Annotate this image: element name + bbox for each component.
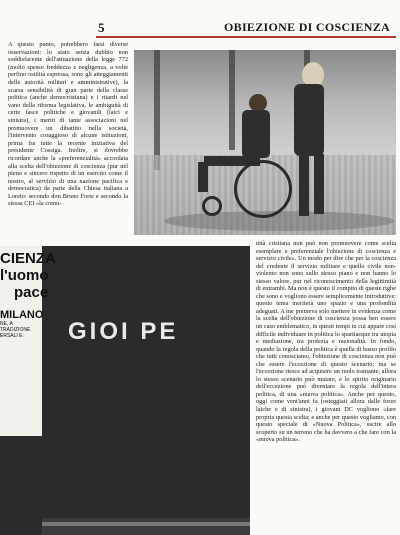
photo-wheelchair	[134, 50, 396, 235]
exhibition-banner: GIOI PE	[68, 318, 179, 345]
wheelchair-wheel	[234, 160, 292, 218]
page-header	[0, 0, 400, 38]
photo-exhibition	[0, 246, 250, 535]
poster-city: MILANO	[0, 309, 44, 321]
section-title: OBIEZIONE DI COSCIENZA	[224, 20, 390, 34]
article-column-right: nità cristiana non può non promuovere come scelta esemplare e preferenziale l'obiezione di coscienza e servizio civile». Un modo per dire che per la coscienza del credente il servizio militare e quello civile non-violento non sono sullo stesso piano e non hanno lo stesso valore, pur nel riconoscimento della legittimità di entrambi. Ma non è questo il compito di queste righe che sono e vogliono essere semplicemente introduttive: questo tema meriterà uno spazio e una profondità adeguati. A me premeva solo mettere in evidenza come la scelta dell'obiezione di coscienza possa ben essere un caso emblematico, in questi tempi in cui appare così difficile individuare in politica lo spartiacque tra utopia e mediazione, tra profezia e razionalità. In fondo, quando la regola della politica è quella di basso profilo che tutti conosciamo, l'obiezione di coscienza non può che essere l'eccezione di questo scenario; ma se l'eccezione riesce ad acquisire un ruolo trainante, allora lo stesso scenario può mutare, e lo spirito originario dell'eccezione può diventare la regola dell'intera politica, di una «nuova politica». Anche per questo, oggi come vent'anni fa (osteggiati allora dalle forze laiche e di sinistra), i giovani DC vogliono «fare propria questa scelta; e anche per questo vogliamo, con questo speciale di «Nuova Politica», uscire allo scoperto su un terreno che ha davvero a che fare con la «nuova politica».	[256, 240, 396, 444]
poster-heading: CIENZA	[0, 250, 56, 267]
poster-small-text: NE, A TRADIZIONE ERSALI E.	[0, 321, 31, 339]
poster-line-2: l'uomo	[0, 267, 49, 284]
poster-line-3: pace	[14, 284, 49, 301]
exhibition-poster	[0, 246, 56, 436]
article-column-left: A questo punto, potrebbero farsi diverse osservazioni: lo stato senza dubbio non soddisfacente dell'attuazione della legge 772 (molto spesso freddezza e negligenza, a volte perfino ostilità espressa, sono gli atteggiamenti delle autorità militari e amministrative), la scarsa sensibilità di gran parte della classe politica (anche democristiana) e i ritardi nel vano della riforma legislativa, le ambiguità di certe fasce politiche e giovanili (laici e sinistra), i meriti di tante associazioni nel promuovere un dibattito nella società, l'intervento coraggioso di alcune istituzioni, prima fra tutte la recente iniziativa del presidente Cossiga. Inoltre, si dovrebbe ricordare anche la «preferenzialità» accordata alla scelta dell'obiezione di coscienza (pur nel pieno e sincero rispetto di un esercito come il nostro, al servizio di una nazione pacifica e democratica) da parte della Chiesa italiana a Loreto: secondo don Bruno Forte e secondo la stessa CEI «la comu-	[8, 41, 128, 208]
header-rule	[96, 36, 396, 38]
page-number: 5	[98, 20, 105, 35]
